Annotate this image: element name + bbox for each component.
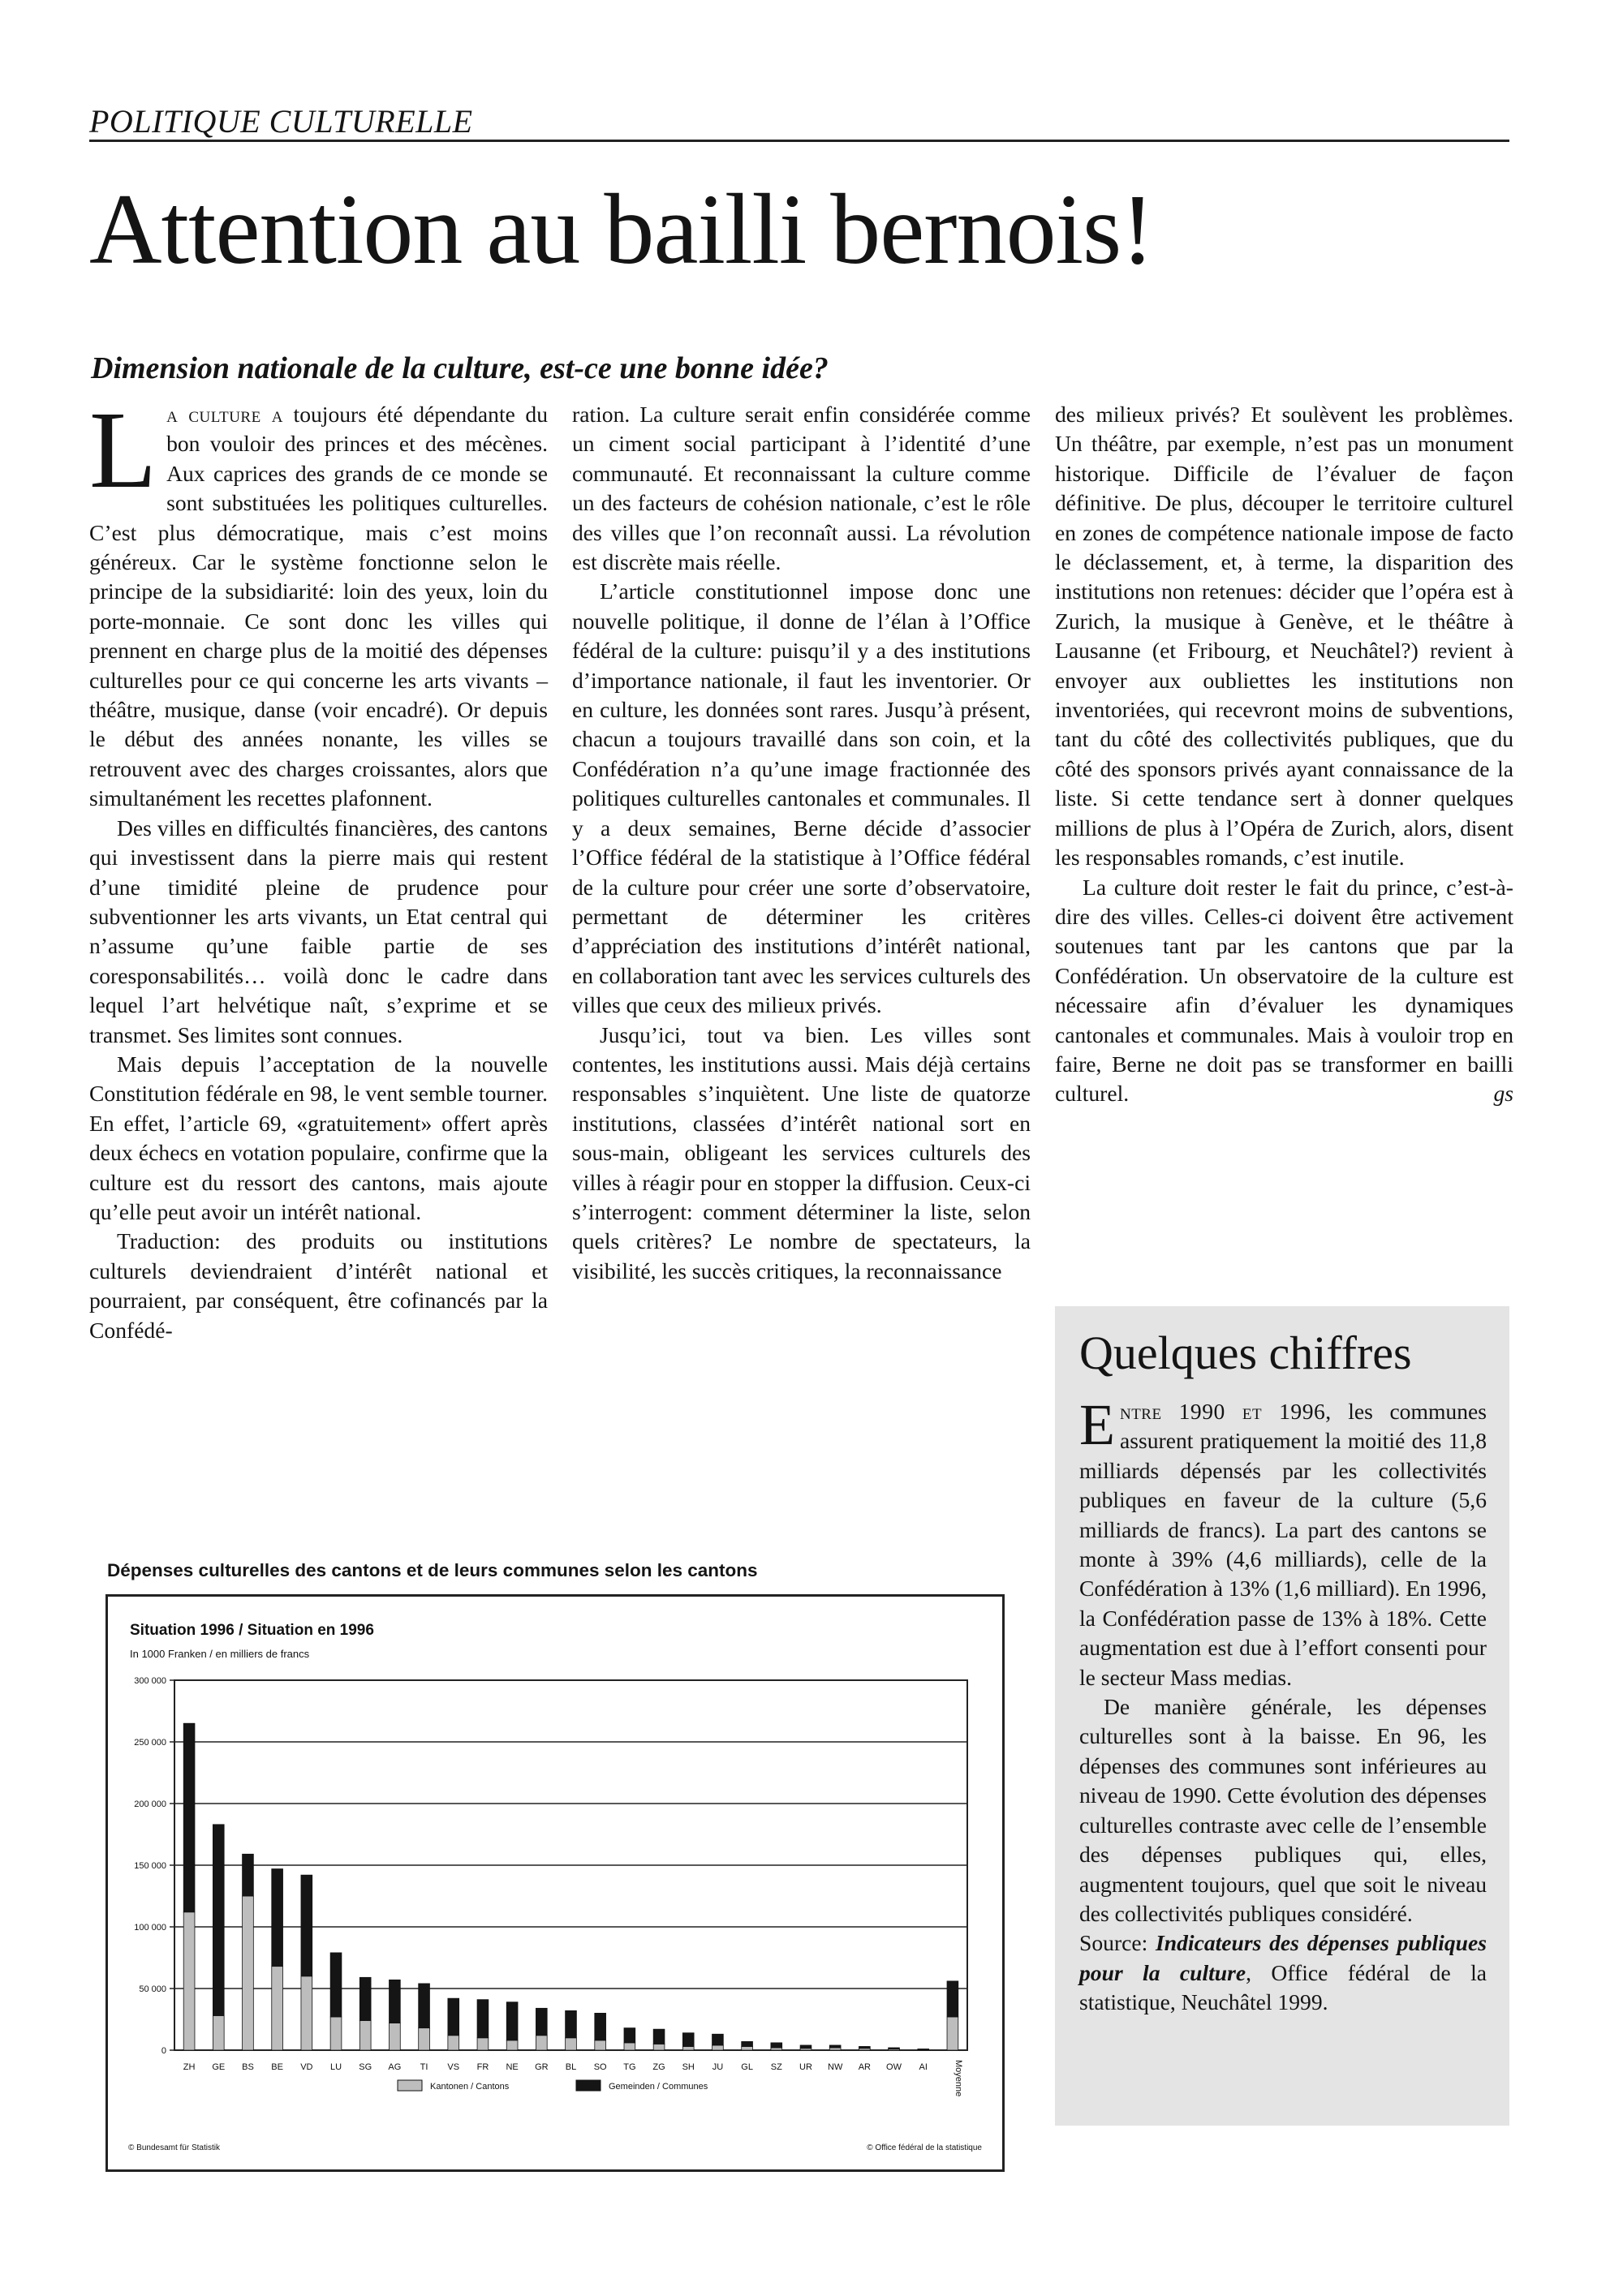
- y-tick-label: 0: [161, 2046, 166, 2056]
- bar-segment-cantons: [448, 2036, 459, 2050]
- y-tick-label: 250 000: [134, 1738, 166, 1748]
- bar-segment-cantons: [419, 2028, 430, 2050]
- headline: Attention au bailli bernois!: [89, 174, 1154, 285]
- bar-segment-communes: [419, 1984, 430, 2028]
- article-paragraph: L’article constitutionnel impose donc une nouvelle politique, il donne de l’élan à l’Office fédéral de la culture: puisqu’il y a des institutions d’importance nationale, il faut les inventorier. Or en culture, les données sont rares. Jusqu’à présent, chacun a toujours travaillé dans son coin, et la Confédération n’a qu’une image fractionnée des politiques culturelles cantonales et communales. Il y a deux semaines, Berne décide d’associer l’Office fédéral de la statistique à l’Office fédéral de la culture pour créer une sorte d’observatoire, permettant de déterminer les critères d’appréciation des institutions d’intérêt national, en collaboration tant avec les services culturels des villes que ceux des milieux privés.: [572, 578, 1031, 1018]
- bar-segment-cantons: [682, 2046, 694, 2050]
- chart-title: Situation 1996 / Situation en 1996: [130, 1622, 374, 1639]
- legend-swatch-cantons: [398, 2080, 422, 2091]
- bar-segment-cantons: [566, 2038, 577, 2050]
- bar-segment-communes: [624, 2028, 635, 2043]
- x-tick-label: ZH: [183, 2062, 196, 2072]
- bar-segment-communes: [183, 1723, 195, 1912]
- sidebar-title: Quelques chiffres: [1079, 1326, 1412, 1379]
- x-tick-label: ZG: [652, 2062, 665, 2072]
- bar-segment-communes: [595, 2013, 606, 2040]
- bar-segment-communes: [359, 1977, 371, 2020]
- bar-segment-communes: [829, 2045, 841, 2048]
- article-paragraph: Des villes en difficultés financières, des cantons qui investissent dans la pierre mais qui restent d’une timidité pleine de prudence pour subventionner les arts vivants, un Etat central qui n’assume qu’une faible partie de ses coresponsabilités… voilà donc le cadre dans lequel l’art helvétique naît, s’exprime et se transmet. Ses limites sont connues.: [89, 815, 548, 1047]
- bar-segment-communes: [213, 1825, 224, 2016]
- bar-segment-communes: [272, 1869, 283, 1967]
- bar-segment-communes: [506, 2002, 518, 2040]
- chart-container: [105, 1594, 1005, 2172]
- paragraph-text: toujours été dépendante du bon vouloir des princes et des mécènes. Aux caprices des grands de ce monde se sont substituées les politiques culturelles. C’est plus démocratique, mais c’est moins généreux. Car le système fonctionne selon le principe de la subsidiarité: loin des yeux, loin du porte-monnaie. Ce sont donc les villes qui prennent en charge plus de la moitié des dépenses culturelles pour ce qui concerne les arts vivants – théâtre, musique, danse (voir encadré). Or depuis le début des années nonante, les villes se retrouvent avec des charges croissantes, alors que simultanément les recettes plafonnent.: [89, 402, 549, 811]
- y-tick-label: 50 000: [139, 1984, 166, 1994]
- bar-segment-cantons: [477, 2038, 489, 2050]
- bar-segment-communes: [742, 2041, 753, 2046]
- x-tick-label: AI: [919, 2062, 928, 2072]
- header-rule: [89, 140, 1509, 142]
- bar-segment-cantons: [301, 1976, 312, 2050]
- author-signature: gs: [1493, 1081, 1513, 1107]
- article-paragraph: Mais depuis l’acceptation de la nouvelle Constitution fédérale en 98, le vent semble tourner. En effet, l’article 69, «gratuitement» offert après deux échecs en votation populaire, confirme que la culture est du ressort des cantons, mais ajoute qu’elle peut avoir un intérêt national.: [89, 1051, 548, 1224]
- chart-footer-right: © Office fédéral de la statistique: [867, 2143, 982, 2152]
- paragraph-text: les communes assurent pratiquement la moitié des 11,8 milliards dépensés par les collectivités publiques en faveur de la culture (5,6 milliards de francs). La part des cantons se monte à 39% (4,6 milliards), celle de la Confédération à 13% (1,6 milliard). En 1996, la Confédération passe de 13% à 18%. Cette augmentation est due à l’effort consenti pour le secteur Mass medias.: [1079, 1399, 1487, 1690]
- article-paragraph: Jusqu’ici, tout va bien. Les villes sont contentes, les institutions aussi. Mais déjà certains responsables s’inquiètent. Une liste de quatorze institutions, classées d’intérêt national sort en sous-main, obligeant les services culturels des villes à réagir pour en stopper la diffusion. Ceux-ci s’interrogent: comment déterminer la liste, selon quels critères? Le nombre de spectateurs, la visibilité, les succès critiques, la reconnaissance: [572, 1021, 1031, 1283]
- bar-segment-communes: [243, 1854, 254, 1896]
- bar-segment-communes: [712, 2034, 724, 2045]
- bar-segment-cantons: [653, 2044, 665, 2050]
- article-column-3: [1055, 400, 1513, 1109]
- article-paragraph: ration. La culture serait enfin considérée comme un ciment social participant à l’identité d’une communauté. Et reconnaissant la culture comme un des facteurs de cohésion nationale, c’est le rôle des villes que l’on reconnaît aussi. La révolution est discrète mais réelle.: [572, 402, 1031, 575]
- x-tick-label: AG: [388, 2062, 402, 2072]
- lead-small-caps: ntre 1990 et 1996,: [1119, 1399, 1332, 1424]
- bar-segment-cantons: [829, 2048, 841, 2050]
- bar-segment-communes: [889, 2048, 900, 2049]
- article-paragraph: des milieux privés? Et soulèvent les problèmes. Un théâtre, par exemple, n’est pas un monument historique. Difficile de l’évaluer de façon définitive. De plus, découper le territoire culturel en zones de compétence nationale impose de facto le déclassement, et, à terme, la disparition des institutions non retenues: décider que l’opéra est à Zurich, la musique à Genève, et le théâtre à Lausanne (et Fribourg, et Neuchâtel?) revient à envoyer aux oubliettes les institutions non inventoriées, qui recevront moins de subventions, tant du côté des collectivités publiques, que du côté des sponsors privés ayant connaissance de la liste. Si cette tendance sert à donner quelques millions de plus à l’Opéra de Zurich, alors, disent les responsables romands, c’est inutile.: [1055, 402, 1513, 871]
- y-tick-label: 150 000: [134, 1861, 166, 1871]
- bar-segment-cantons: [213, 2015, 224, 2050]
- x-tick-label: VD: [300, 2062, 313, 2072]
- bar-segment-cantons: [359, 2021, 371, 2050]
- bar-segment-communes: [771, 2043, 782, 2048]
- x-tick-label: BS: [242, 2062, 254, 2072]
- x-tick-label: FR: [476, 2062, 489, 2072]
- legend-swatch-communes: [576, 2080, 601, 2091]
- y-tick-label: 100 000: [134, 1923, 166, 1933]
- x-tick-label: OW: [886, 2062, 902, 2072]
- x-tick-label: NE: [506, 2062, 519, 2072]
- source-title: Indicateurs des dépenses publiques pour la culture: [1079, 1930, 1487, 1985]
- x-tick-label: SH: [682, 2062, 695, 2072]
- section-rubric: POLITIQUE CULTURELLE: [89, 103, 473, 140]
- sidebar-paragraph: De manière générale, les dépenses culturelles sont à la baisse. En 96, les dépenses des communes sont inférieures au niveau de 1990. Cette évolution des dépenses culturelles contraste avec celle de l’ensemble des dépenses publiques qui, elles, augmentent toujours, quel que soit le niveau des collectivités publiques considéré.: [1079, 1694, 1487, 1926]
- x-tick-label: LU: [329, 2062, 342, 2072]
- sidebar-paragraph: [1079, 1392, 1487, 1692]
- x-tick-label: SG: [359, 2062, 372, 2072]
- x-tick-label: GE: [212, 2062, 226, 2072]
- bar-segment-communes: [390, 1980, 401, 2023]
- x-tick-label: Moyenne: [953, 2060, 963, 2097]
- paragraph-text: La culture doit rester le fait du prince, c’est-à-dire des villes. Celles-ci doivent être activement soutenues tant par les cantons que par la Confédération. Un observatoire de la culture est nécessaire afin d’évaluer les dynamiques cantonales et communales. Mais à vouloir trop en faire, Berne ne doit pas se transformer en bailli culturel.: [1055, 874, 1513, 1107]
- x-tick-label: NW: [828, 2062, 843, 2072]
- bar-segment-communes: [653, 2029, 665, 2044]
- stacked-bar-chart: [105, 1594, 1005, 2172]
- sidebar-body: [1079, 1392, 1487, 2018]
- x-tick-label: SO: [593, 2062, 607, 2072]
- x-tick-label: BE: [271, 2062, 283, 2072]
- bar-segment-cantons: [330, 2017, 342, 2050]
- bar-segment-communes: [682, 2033, 694, 2047]
- x-tick-label: JU: [712, 2062, 724, 2072]
- chart-y-axis-label: In 1000 Franken / en milliers de francs: [130, 1648, 310, 1660]
- bar-segment-communes: [301, 1875, 312, 1976]
- x-tick-label: AR: [858, 2062, 871, 2072]
- bar-segment-cantons: [771, 2048, 782, 2050]
- bar-segment-cantons: [183, 1912, 195, 2050]
- bar-segment-cantons: [536, 2036, 547, 2050]
- source-rest: , Office fédéral de la statistique, Neuchâtel 1999.: [1079, 1959, 1487, 2015]
- x-tick-label: SZ: [770, 2062, 782, 2072]
- x-tick-label: TG: [623, 2062, 636, 2072]
- sidebar-source: [1079, 1928, 1487, 2017]
- bar-segment-communes: [448, 1998, 459, 2036]
- bar-segment-cantons: [595, 2040, 606, 2050]
- article-paragraph: Traduction: des produits ou institutions culturels deviendraient d’intérêt national et pourraient, par conséquent, être cofinancés par la Confédé-: [89, 1228, 548, 1343]
- deck-subtitle: Dimension nationale de la culture, est-ce une bonne idée?: [91, 351, 829, 385]
- bar-segment-cantons: [390, 2023, 401, 2050]
- y-tick-label: 200 000: [134, 1799, 166, 1809]
- bar-segment-communes: [330, 1953, 342, 2017]
- legend-label: Gemeinden / Communes: [609, 2082, 708, 2092]
- x-tick-label: GR: [535, 2062, 549, 2072]
- x-tick-label: TI: [420, 2062, 428, 2072]
- bar-segment-cantons: [947, 2017, 958, 2050]
- bar-segment-communes: [536, 2008, 547, 2035]
- bar-segment-communes: [859, 2046, 870, 2048]
- x-tick-label: BL: [565, 2062, 577, 2072]
- y-tick-label: 300 000: [134, 1676, 166, 1686]
- bar-segment-cantons: [243, 1896, 254, 2050]
- drop-cap: L: [89, 389, 157, 511]
- bar-segment-communes: [800, 2045, 812, 2049]
- lead-small-caps: a culture a: [166, 402, 283, 427]
- bar-segment-cantons: [506, 2040, 518, 2050]
- bar-segment-cantons: [272, 1967, 283, 2050]
- bar-segment-cantons: [742, 2046, 753, 2050]
- x-tick-label: GL: [741, 2062, 753, 2072]
- article-column-2: [572, 400, 1031, 1286]
- bar-segment-cantons: [624, 2043, 635, 2050]
- sidebar-box: [1055, 1306, 1509, 2126]
- drop-cap: E: [1079, 1392, 1115, 1457]
- bar-segment-communes: [566, 2010, 577, 2037]
- chart-caption: Dépenses culturelles des cantons et de leurs communes selon les cantons: [107, 1560, 758, 1580]
- bar-segment-communes: [477, 2000, 489, 2038]
- source-label: Source:: [1079, 1930, 1156, 1956]
- legend-label: Kantonen / Cantons: [430, 2082, 510, 2092]
- article-column-1: [89, 389, 549, 1345]
- x-tick-label: UR: [799, 2062, 812, 2072]
- article-paragraph: [89, 389, 549, 814]
- chart-frame: [107, 1596, 1004, 2171]
- bar-segment-communes: [947, 1981, 958, 2017]
- article-paragraph: [1055, 873, 1513, 1109]
- bar-segment-cantons: [712, 2045, 724, 2050]
- chart-footer-left: © Bundesamt für Statistik: [128, 2143, 220, 2152]
- x-tick-label: VS: [447, 2062, 460, 2072]
